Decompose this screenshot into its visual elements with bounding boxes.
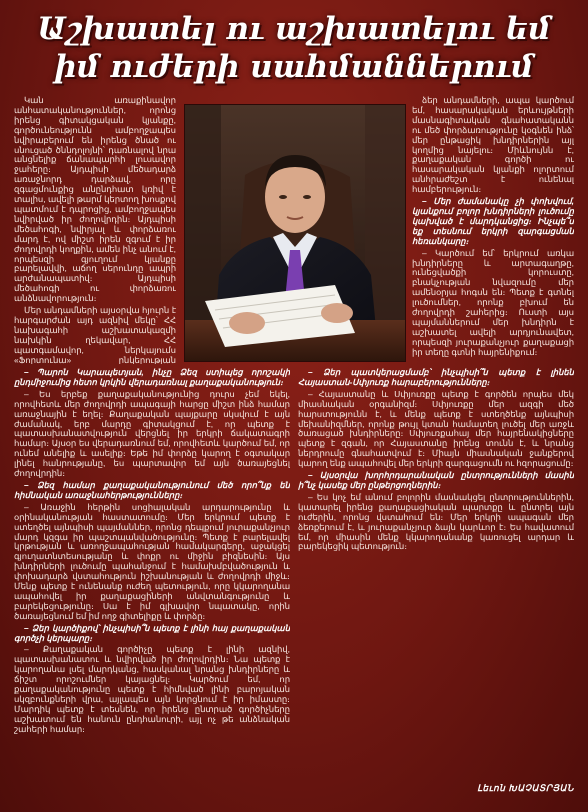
- interview-answer: – Ես երբեք քաղաքականությունից դուրս չեմ եկել, որովհետև մեր ժողովրդի ապագայի հարցը միշտ ինձ համար առաջնային է եղել։ Քաղաքական պայքարը սկսվում է այն ժամանակ, երբ մարդը գիտակցում է, որ պետք է պատասխանատվություն վերցնել իր երկրի ճակատագրի համար։ Այսօր ես վերադառնում եմ, որովհետև կարծում եմ, որ ունեմ անելիք և ասելիք։ Եթե իմ փորձը կարող է օգտակար լինել հանրությանը, ես պարտավոր եմ այն ծառայեցնել ժողովրդին։: [14, 388, 290, 479]
- interview-answer: – Քաղաքական գործիչը պետք է լինի ազնիվ, պատասխանատու և նվիրված իր ժողովրդին։ Նա պետք է կարողանա լսել մարդկանց, հասկանալ նրանց խնդիրները և ճիշտ որոշումներ կայացնել։ Կարծում եմ, որ քաղաքականությունը պետք է հիմնված լինի բարոյական սկզբունքների վրա, այլապես այն կորցնում է իր իմաստը։ Մարդիկ պետք է տեսնեն, որ իրենց ընտրած գործիչները աշխատում են հանուն ընդհանուրի, այլ ոչ թե անձնական շահերի համար։: [14, 644, 290, 734]
- interview-question: – Այսօրվա խորհրդարանական ընտրությունների մասին ի՞նչ կասեք մեր ընթերցողներին։: [298, 470, 574, 490]
- intro-paragraph-2: Մեր անդամների այսօրվա հյուրն է հարգարժան այդ ազնիվ մեկը՝ ՀՀ նախագահի աշխատակազմի նախկին ղեկավար, ՀՀ պատգամավոր, ներկայումս «Ֆորտունա» ընկերության: [14, 305, 176, 364]
- interview-answer: – Կարծում եմ՝ երկրում առկա խնդիրները և արտագաղթը, ունեցվածքի կորուստը, բնակչության նվազումը մեր ամենօրյա հոգսն են։ Պետք է գտնել լուծումներ, որոնք բխում են ժողովրդի շահերից։ Ուստի այս պայմաններում մեր խնդիրն է աշխատել ավելի արդյունավետ, որպեսզի յուրաքանչյուր քաղաքացի իր տեղը գտնի հայրենիքում։: [412, 247, 574, 357]
- intro-column: [14, 96, 176, 364]
- portrait-illustration: [185, 105, 405, 361]
- interview-answer: – Հայաստանը և Սփյուռքը պետք է գործեն որպես մեկ միասնական օրգանիզմ։ Սփյուռքը մեր ազգի մեծ հարստությունն է, և մենք պետք է ստեղծենք այնպիսի մեխանիզմներ, որոնք թույլ կտան համատեղ լուծել մեր առջև ծառացած խնդիրները։ Սփյուռքահայ մեր հայրենակիցները պետք է զգան, որ Հայաստանը իրենց տունն է, և նրանց ներդրումը գնահատվում է։ Միայն միասնական ջանքերով կարող ենք ապահովել մեր երկրի զարգացումն ու հզորացումը։: [298, 388, 574, 469]
- interview-answer: – Առաջին հերթին սոցիալական արդարությունը և օրինականության հաստատումը։ Մեր երկրում պետք է ստեղծել այնպիսի պայմաններ, որոնց դեպքում յուրաքանչյուր մարդ կզգա իր պաշտպանվածությունը։ Պետք է բարելավել կրթության և առողջապահության համակարգերը, աջակցել գյուղատնտեսությանը և փոքր ու միջին բիզնեսին։ Այս խնդիրների լուծումը պահանջում է համախմբվածություն և փոխադարձ վստահություն իշխանության և ժողովրդի միջև։ Մենք պետք է ունենանք ուժեղ պետություն, որը կկարողանա ապահովել իր քաղաքացիների անվտանգությունը և բարեկեցությունը։ Սա է իմ գլխավոր նպատակը, որին ծառայեցնում եմ իմ ողջ գիտելիքը և փորձը։: [14, 501, 290, 621]
- bottom-left-column: [14, 368, 290, 772]
- headline-line-1: Աշխատել ու աշխատելու եմ: [37, 11, 551, 47]
- headline-line-2: իմ ուժերի սահմաններում: [54, 49, 534, 85]
- interview-question: – Ձեր պատկերացմամբ՝ ինչպիսի՞ն պետք է լինեն Հայաստան-Սփյուռք հարաբերությունները։: [298, 368, 574, 387]
- portrait-photo: [184, 104, 406, 362]
- right-paragraph: ձեր անդամների, ապա կարծում եմ, հասարակական երևույթների մասնագիտական գնահատականն ու մեծ փորձառությունը կօգնեն ինձ՝ մեր ընթացիկ խնդիրներին այլ կողմից նայելու։ Միևնույնն է, քաղաքական գործի ու հասարակական կյանքի ոլորտում անհրաժեշտ է ունենալ համբերություն։: [412, 96, 574, 195]
- interview-answer: – Ես կոչ եմ անում բոլորին մասնակցել ընտրություններին, կատարել իրենց քաղաքացիական պարտքը և ընտրել այն ուժերին, որոնց վստահում են։ Մեր երկրի ապագան մեր ձեռքերում է, և յուրաքանչյուր ձայն կարևոր է։ Ես հավատում եմ, որ միասին մենք կկարողանանք կառուցել արդար և բարեկեցիկ պետություն։: [298, 491, 574, 552]
- interview-question: – Ձեզ համար քաղաքականությունում մեծ որո՞նք են հիմնական առաջնահերթությունները։: [14, 479, 290, 500]
- intro-paragraph: Կան առաքինավոր անհատականություններ, որոնց իրենց գիտակցական կյանքը, գործունեությունն ամբողջապես նվիրաբերում են իրենց ծնած ու սնուցած ծննդոլոյնի՝ դառնալով նրա անցնելիք ճանապարհի լուսավոր ջահերը։ Այդպիսի մեծադարձ առաջնորդ դարձավ, որը զգացմունքից անընդհատ կռիվ է տալիս, ավելի թարմ կերտող խոսքով պատմում է դպրոցից, ամբողջապես նվիրված իր ժողովրդին։ Այդպիսի մեծահոգի, նվիրյալ և փորձառու մարդ է, ով միշտ իրեն զգում է իր ժողովրդի կողքին, ամեն ինչ անում է, որպեսզի գյուղում կյանքը բարելավվի, աճող սերունդը ապրի արժանապատիվ։ Այդպիսի մեծահոգի ու փորձառու անձնավորություն։: [14, 96, 176, 304]
- interview-question: – Ձեր կարծիքով՝ ինչպիսի՞ն պետք է լինի հայ քաղաքական գործչի կերպարը։: [14, 622, 290, 643]
- interview-question: – Մեր ժամանակը չի փոխվում, կյանքում բոլոր խնդիրների լուծումը կախված է մարդկանցից։ Ինչպե՞ս եք տեսնում երկրի զարգացման հեռանկարը։: [412, 196, 574, 246]
- right-column: [412, 96, 574, 364]
- article-headline: [0, 10, 588, 86]
- bottom-right-column: [298, 368, 574, 772]
- author-byline: Լեւոն ԽԱՉԱՏՐՅԱՆ: [477, 783, 574, 793]
- interview-question: – Պարոն Կարապետյան, ինչը Ձեզ ստիպեց որոշակի ընդմիջումից հետո կրկին վերադառնալ քաղաքականություն։: [14, 368, 290, 387]
